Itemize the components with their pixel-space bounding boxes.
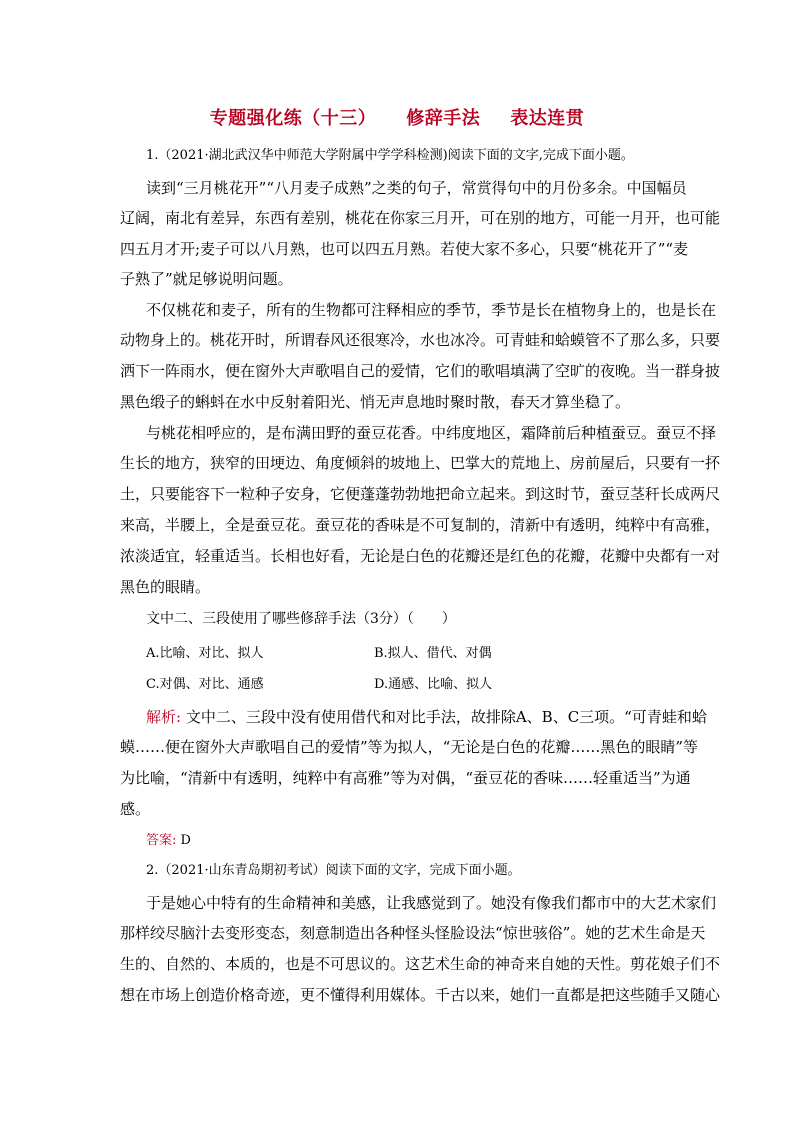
passage-1-line: 土，只要能容下一粒种子安身，它便蓬蓬勃勃地把命立起来。到这时节，蚕豆茎秆长成两尺 [120,485,721,503]
title-part-1: 专题强化练（十三） [209,108,377,129]
analysis-line: 蟆……便在窗外大声歌唱自己的爱情”等为拟人，“无论是白色的花瓣……黑色的眼睛”等 [120,738,699,756]
answer-value: D [176,833,191,848]
passage-1-line: 与桃花相呼应的，是布满田野的蚕豆花香。中纬度地区，霜降前后种植蚕豆。蚕豆不择 [146,424,717,442]
option-c: C.对偶、对比、通感 [146,677,264,692]
option-d: D.通感、比喻、拟人 [374,677,493,692]
passage-1-line: 子熟了”就足够说明问题。 [120,270,293,288]
title-part-3: 表达连贯 [510,108,585,129]
passage-1-line: 黑色的眼睛。 [120,578,211,596]
passage-1-line: 来高，半腰上，全是蚕豆花。蚕豆花的香味是不可复制的，清新中有透明，纯粹中有高雅， [120,516,721,534]
question-2-intro: 2.（2021·山东青岛期初考试）阅读下面的文字，完成下面小题。 [146,863,521,878]
passage-1-line: 不仅桃花和麦子，所有的生物都可注释相应的季节，季节是长在植物身上的，也是长在 [146,301,717,319]
answer-label: 答案: [146,833,177,848]
passage-1-line: 生长的地方，狭窄的田埂边、角度倾斜的坡地上、巴掌大的荒地上、房前屋后，只要有一抔 [120,454,721,472]
passage-1-line: 动物身上的。桃花开时，所谓春风还很寒冷，水也冰冷。可青蛙和蛤蟆管不了那么多，只要 [120,331,721,349]
passage-1-line: 浓淡适宜，轻重适当。长相也好看，无论是白色的花瓣还是红色的花瓣，花瓣中央都有一对 [120,547,721,565]
analysis-text: 文中二、三段中没有使用借代和对比手法，故排除A、B、C三项。“可青蛙和蛤 [181,708,707,726]
passage-1-line: 洒下一阵雨水，便在窗外大声歌唱自己的爱情，它们的歌唱填满了空旷的夜晚。当一群身披 [120,362,721,380]
title-part-2: 修辞手法 [406,108,481,129]
page-title [0,104,794,130]
analysis-label: 解析: [146,708,182,726]
question-1-intro: 1.（2021·湖北武汉华中师范大学附属中学学科检测)阅读下面的文字,完成下面小题。 [146,148,634,163]
passage-2-line: 于是她心中特有的生命精神和美感，让我感觉到了。她没有像我们都市中的大艺术家们 [146,894,717,912]
analysis-line: 感。 [120,800,151,818]
passage-2-line: 生的、自然的、本质的，也是不可思议的。这艺术生命的神奇来自她的天性。剪花娘子们不 [120,955,721,973]
question-1-stem: 文中二、三段使用了哪些修辞手法（3分）（ ） [146,611,456,627]
analysis-line [146,707,706,727]
passage-1-line: 辽阔，南北有差异，东西有差别，桃花在你家三月开，可在别的地方，可能一月开，也可能 [120,209,721,227]
answer-line [146,831,706,851]
passage-2-line: 想在市场上创造价格奇迹，更不懂得利用媒体。千古以来，她们一直都是把这些随手又随心 [120,986,721,1004]
option-b: B.拟人、借代、对偶 [374,646,492,661]
analysis-line: 为比喻，“清新中有透明，纯粹中有高雅”等为对偶，“蚕豆花的香味……轻重适当”为通 [120,769,691,787]
option-a: A.比喻、对比、拟人 [146,646,264,661]
passage-1-line: 四五月才开;麦子可以八月熟，也可以四五月熟。若使大家不多心，只要“桃花开了”“麦 [120,240,689,258]
passage-1-line: 读到“三月桃花开”“八月麦子成熟”之类的句子，常赏得句中的月份多余。中国幅员 [146,179,687,197]
passage-1-line: 黑色缎子的蝌蚪在水中反射着阳光、悄无声息地时聚时散，春天才算坐稳了。 [120,393,631,411]
passage-2-line: 那样绞尽脑汁去变形变态，刻意制造出各种怪头怪脸设法“惊世骇俗”。她的艺术生命是天 [120,924,706,942]
